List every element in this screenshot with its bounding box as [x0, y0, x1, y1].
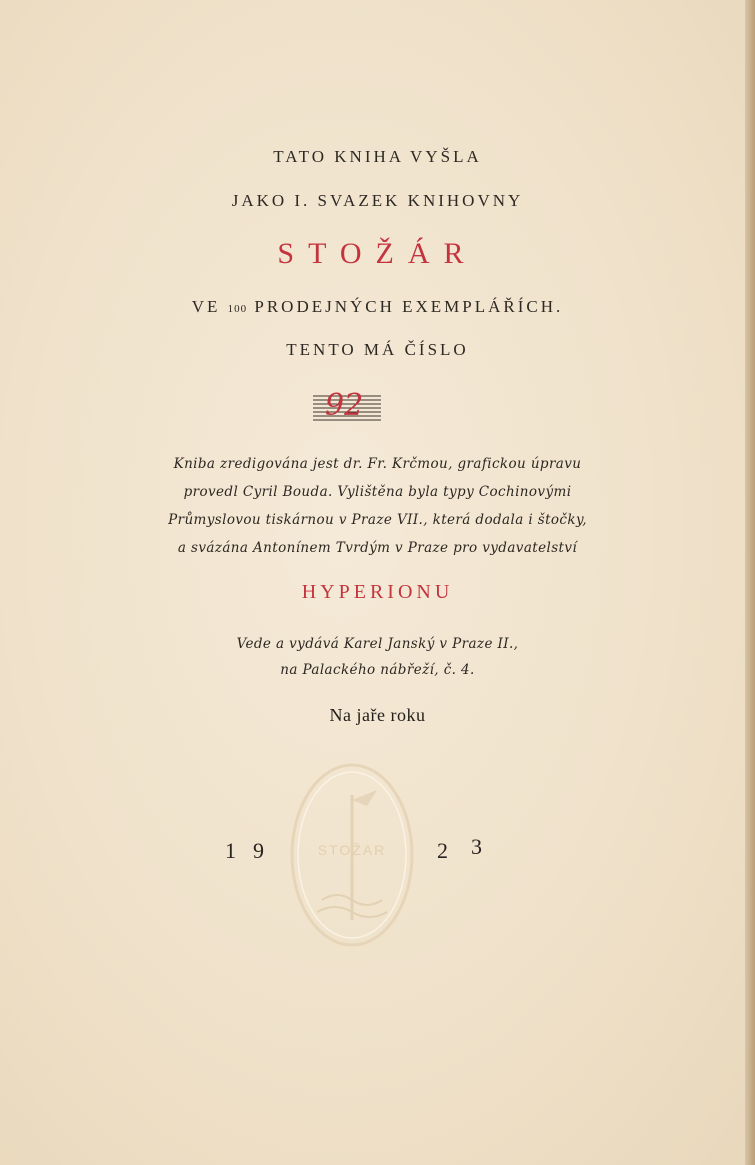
- copy-number-field: [307, 390, 387, 428]
- year-digit-4: 3: [471, 834, 482, 859]
- emboss-text: STOŽAR: [317, 842, 387, 858]
- edition-count: 100: [227, 303, 248, 315]
- publisher-line-2: na Palackého nábřeží, č. 4.: [280, 662, 475, 678]
- colophon-line-4: TENTO MÁ ČÍSLO: [286, 340, 469, 359]
- colophon-paragraph-line-1: Kniba zredigována jest dr. Fr. Krčmou, grafickou úpravu: [173, 456, 582, 472]
- year-digit-1: 1: [225, 838, 236, 863]
- publisher-name: HYPERIONU: [301, 581, 454, 603]
- copy-number: 92: [325, 388, 364, 423]
- year-digit-2: 9: [253, 838, 264, 863]
- publisher-line-1: Vede a vydává Karel Janský v Praze II.,: [236, 636, 519, 652]
- colophon-paragraph-line-3: Průmyslovou tiskárnou v Praze VII., která dodala i štočky,: [168, 512, 587, 528]
- series-title: STOŽÁR: [277, 237, 478, 270]
- season-text: Na jaře roku: [329, 705, 426, 725]
- colophon-paragraph-line-2: provedl Cyril Bouda. Vylištěna byla typy Cochinovými: [183, 484, 572, 500]
- colophon-line-1: TATO KNIHA VYŠLA: [273, 147, 482, 166]
- colophon-line-2: JAKO I. SVAZEK KNIHOVNY: [231, 191, 524, 210]
- line3-pre: VE: [191, 297, 228, 316]
- year-digit-3: 2: [437, 838, 448, 863]
- embossed-seal: [287, 760, 417, 950]
- line3-post: PRODEJNÝCH EXEMPLÁŘÍCH.: [247, 297, 564, 316]
- colophon-paragraph-line-4: a svázána Antonínem Tvrdým v Praze pro vydavatelství: [177, 540, 578, 556]
- colophon-line-3: [0, 297, 755, 317]
